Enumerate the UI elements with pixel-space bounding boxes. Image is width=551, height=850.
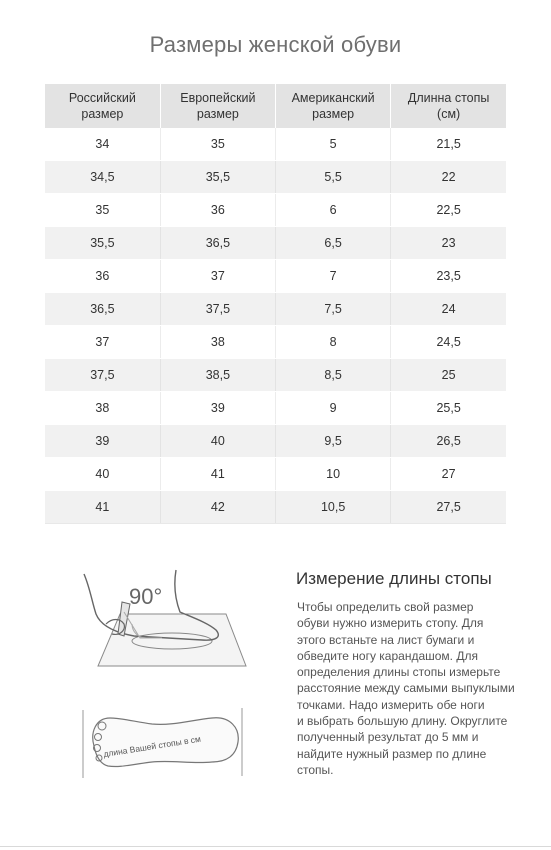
table-cell: 7: [276, 260, 391, 293]
table-cell: 25: [391, 359, 506, 392]
table-cell: 5: [276, 128, 391, 161]
table-cell: 24: [391, 293, 506, 326]
instruction-line: точками. Надо измерить обе ноги: [297, 697, 485, 712]
table-cell: 39: [45, 425, 160, 458]
header-russian-size: Российский размер: [45, 84, 160, 128]
table-cell: 35,5: [45, 227, 160, 260]
table-cell: 36,5: [160, 227, 275, 260]
table-cell: 25,5: [391, 392, 506, 425]
instruction-line: и выбрать большую длину. Округлите: [297, 714, 508, 729]
header-european-size: Европейский размер: [160, 84, 275, 128]
table-cell: 35: [45, 194, 160, 227]
table-row: [45, 392, 506, 425]
table-cell: 36,5: [45, 293, 160, 326]
table-cell: 22: [391, 161, 506, 194]
table-row: [45, 293, 506, 326]
instruction-line: полученный результат до 5 мм и: [297, 730, 479, 745]
table-row: [45, 227, 506, 260]
table-cell: 5,5: [276, 161, 391, 194]
table-row: [45, 260, 506, 293]
instruction-line: расстояние между самыми выпуклыми: [297, 681, 515, 696]
divider: [0, 846, 551, 847]
table-cell: 23: [391, 227, 506, 260]
table-row: [45, 491, 506, 524]
table-cell: 10,5: [276, 491, 391, 524]
table-cell: 22,5: [391, 194, 506, 227]
table-cell: 34,5: [45, 161, 160, 194]
instruction-line: найдите нужный размер по длине: [297, 746, 487, 761]
table-cell: 27,5: [391, 491, 506, 524]
table-cell: 40: [160, 425, 275, 458]
table-cell: 40: [45, 458, 160, 491]
instruction-line: обведите ногу карандашом. Для: [297, 648, 478, 663]
table-row: [45, 458, 506, 491]
table-cell: 36: [45, 260, 160, 293]
table-cell: 26,5: [391, 425, 506, 458]
table-cell: 6: [276, 194, 391, 227]
table-row: [45, 128, 506, 161]
table-cell: 7,5: [276, 293, 391, 326]
header-foot-length: Длинна стопы (см): [391, 84, 506, 128]
table-cell: 35: [160, 128, 275, 161]
table-cell: 9,5: [276, 425, 391, 458]
table-cell: 35,5: [160, 161, 275, 194]
table-cell: 37: [45, 326, 160, 359]
table-row: [45, 161, 506, 194]
table-cell: 41: [45, 491, 160, 524]
size-table: [45, 84, 506, 524]
table-cell: 42: [160, 491, 275, 524]
table-cell: 38: [45, 392, 160, 425]
table-cell: 37: [160, 260, 275, 293]
instruction-line: определения длины стопы измерьте: [297, 665, 501, 680]
instruction-line: стопы.: [297, 762, 334, 777]
table-cell: 8,5: [276, 359, 391, 392]
table-cell: 39: [160, 392, 275, 425]
table-cell: 36: [160, 194, 275, 227]
angle-label: 90°: [129, 584, 163, 609]
table-cell: 24,5: [391, 326, 506, 359]
table-cell: 8: [276, 326, 391, 359]
foot-measuring-illustration: [76, 568, 252, 670]
foot-length-label: длина Вашей стопы в см: [102, 733, 202, 759]
page-title: Размеры женской обуви: [149, 32, 402, 57]
table-cell: 21,5: [391, 128, 506, 161]
measurement-heading: Измерение длины стопы: [296, 569, 492, 588]
table-row: [45, 359, 506, 392]
instruction-line: обуви нужно измерить стопу. Для: [297, 616, 484, 631]
table-cell: 37,5: [45, 359, 160, 392]
table-cell: 6,5: [276, 227, 391, 260]
table-cell: 10: [276, 458, 391, 491]
table-cell: 34: [45, 128, 160, 161]
table-row: [45, 194, 506, 227]
table-cell: 9: [276, 392, 391, 425]
table-cell: 23,5: [391, 260, 506, 293]
instruction-line: Чтобы определить свой размер: [297, 600, 474, 614]
table-cell: 27: [391, 458, 506, 491]
table-header-row: [45, 84, 506, 128]
table-cell: 38,5: [160, 359, 275, 392]
header-american-size: Американский размер: [276, 84, 391, 128]
instruction-line: этого встаньте на лист бумаги и: [297, 632, 475, 647]
table-row: [45, 326, 506, 359]
table-cell: 37,5: [160, 293, 275, 326]
footprint-illustration: [80, 706, 246, 780]
table-row: [45, 425, 506, 458]
table-cell: 41: [160, 458, 275, 491]
table-cell: 38: [160, 326, 275, 359]
measurement-instructions: [297, 599, 515, 778]
